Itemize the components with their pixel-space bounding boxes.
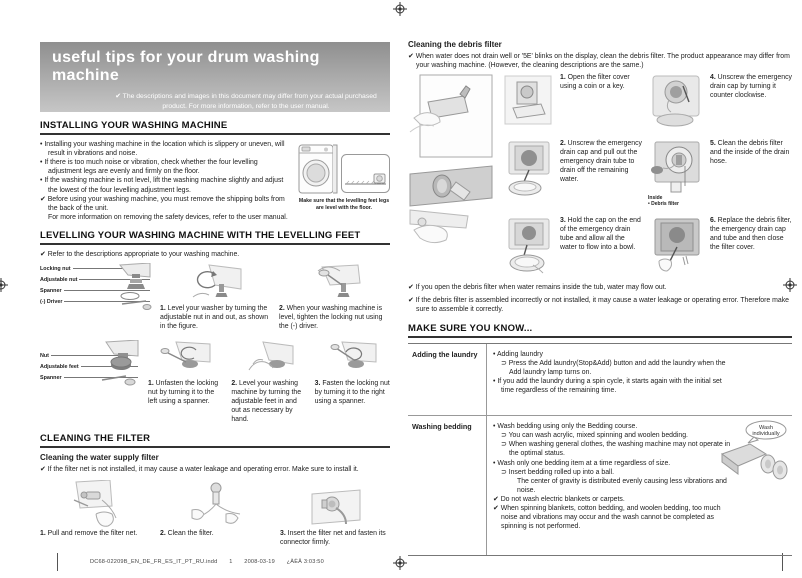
debris-step-3-text: 3. Hold the cap on the end of the emergency drain tube and allow all the water to flow into a bowl. xyxy=(560,217,641,252)
label-adjustable-nut: Adjustable nut xyxy=(40,276,78,283)
step-text: 2. Clean the filter. xyxy=(160,529,214,537)
step-illustration xyxy=(189,263,243,305)
section-levelling xyxy=(40,230,390,425)
print-footer xyxy=(90,559,334,565)
crop-mark-left xyxy=(57,553,58,571)
label-driver: (-) Driver xyxy=(40,298,63,305)
foot-parts-illustration xyxy=(100,340,140,392)
step-illustration xyxy=(306,480,364,530)
bubble-text-line1: Wash xyxy=(758,425,774,432)
content-line: ⊃ When washing general clothes, the washing machine may not operate in the optimal status. xyxy=(501,441,731,458)
label-locking-nut: Locking nut xyxy=(40,265,71,272)
row-label: Adding the laundry xyxy=(408,344,487,416)
footer-time: ¿ÀÈÄ 3:03:50 xyxy=(286,559,324,565)
debris-step-4-thumb xyxy=(648,74,704,130)
levelling-diagram-b xyxy=(40,340,140,425)
step-illustration xyxy=(160,340,212,380)
section-cleaning-filter xyxy=(40,433,390,548)
debris-step-6-text: 6. Replace the debris filter, the emergency drain cap and tube and then close the filter cover. xyxy=(710,217,792,252)
step-text: 1. Pull and remove the filter net. xyxy=(40,529,138,537)
right-column xyxy=(408,40,792,556)
registration-mark-top xyxy=(393,2,407,16)
install-figure xyxy=(298,140,390,222)
debris-note: ✔ When water does not drain well or '5E' blinks on the display, clean the debris filter. The product appearance may differ from your washing machine. (However, the cleaning descriptions are the same.) xyxy=(408,53,790,70)
label-spanner: Spanner xyxy=(40,374,62,381)
row-content xyxy=(487,416,792,555)
debris-step-2-text: 2. Unscrew the emergency drain cap and pull out the emergency drain tube to drain off the remaining water. xyxy=(560,140,642,184)
banner xyxy=(40,42,390,112)
filter-cover-open-illustration xyxy=(408,74,494,158)
step-text: 3. Insert the filter net and fasten its connector firmly. xyxy=(280,529,386,546)
content-line: • Adding laundry xyxy=(493,350,543,358)
step-text: 1. Unfasten the locking nut by turning it to the left using a spanner. xyxy=(148,380,219,405)
levelling-note: ✔ Refer to the descriptions appropriate to your washing machine. xyxy=(40,250,240,258)
section-heading-levelling: LEVELLING YOUR WASHING MACHINE WITH THE LEVELLING FEET xyxy=(40,230,390,245)
install-bullet-list xyxy=(40,140,292,222)
row-content xyxy=(487,344,792,416)
registration-mark-left xyxy=(0,278,8,292)
step-illustration xyxy=(503,140,553,200)
install-bullet: • If the washing machine is not level, lift the washing machine slightly and adjust the lowest of the four levelling adjustment legs. xyxy=(40,177,284,194)
water-supply-filter-subheading: Cleaning the water supply filter xyxy=(40,452,159,462)
footer-filename: DC68-02209B_EN_DE_FR_ES_IT_PT_RU.indd xyxy=(90,559,218,565)
content-line: ✔ When spinning blankets, cotton bedding, and woolen bedding, too much noise and vibrations may occur and the wash cannot be completed as spinning is not performed. xyxy=(493,505,721,531)
levelling-step-b3 xyxy=(315,340,390,425)
label-nut: Nut xyxy=(40,352,49,359)
debris-warning-2: ✔ If the debris filter is assembled incorrectly or not installed, it may cause a water leakage or operating error. Therefore make sure to assemble it correctly. xyxy=(408,297,789,314)
registration-mark-bottom xyxy=(393,556,407,570)
levelling-step-a1 xyxy=(160,263,271,332)
section-heading-make-sure: MAKE SURE YOU KNOW... xyxy=(408,323,792,338)
filter-note: ✔ If the filter net is not installed, it may cause a water leakage and operating error. Make sure to install it. xyxy=(40,465,359,473)
step-illustration xyxy=(503,217,553,275)
install-bullet: • If there is too much noise or vibration, check whether the four levelling adjustment legs are evenly and firmly on the floor. xyxy=(40,159,258,176)
debris-steps-grid xyxy=(408,74,792,275)
section-installing xyxy=(40,120,390,222)
washer-front-illustration xyxy=(298,144,338,196)
bedding-illustration xyxy=(716,420,790,491)
debris-step-2-thumb xyxy=(502,140,554,207)
levelling-step-b2 xyxy=(231,340,306,425)
debris-step-1-text: 1. Open the filter cover using a coin or a key. xyxy=(560,74,630,91)
content-line: ⊃ You can wash acrylic, mixed spinning and woolen bedding. xyxy=(501,432,688,440)
filter-step-3 xyxy=(280,480,390,548)
debris-main-illustration xyxy=(408,74,496,275)
levelling-row-b xyxy=(40,340,390,425)
step-illustration xyxy=(326,340,378,380)
page-title: useful tips for your drum washing machine xyxy=(52,49,320,84)
content-line: • Wash bedding using only the Bedding course. xyxy=(493,423,638,431)
inside-debris-filter-label: Inside • Debris filter xyxy=(648,195,679,208)
levelling-step-b1 xyxy=(148,340,223,425)
levelling-step-a2 xyxy=(279,263,390,332)
debris-step-6-thumb xyxy=(648,217,704,275)
content-line: The center of gravity is distributed evenly causing less vibrations and noise. xyxy=(517,477,727,494)
debris-step-5-thumb xyxy=(648,140,704,207)
section-make-sure xyxy=(408,323,792,557)
foot-parts-illustration xyxy=(118,263,152,313)
content-line: ✔ Do not wash electric blankets or carpets. xyxy=(493,495,625,503)
step-illustration xyxy=(243,340,295,380)
debris-filter-subheading: Cleaning the debris filter xyxy=(408,40,502,49)
table-row-adding-laundry xyxy=(408,344,792,416)
step-text: 3. Fasten the locking nut by turning it to the right using a spanner. xyxy=(314,380,390,405)
content-line: ⊃ Press the Add laundry(Stop&Add) button and add the laundry when the Add laundry lamp turns on. xyxy=(501,359,726,376)
drain-panel-illustration xyxy=(408,164,494,248)
debris-step-3-thumb xyxy=(502,217,554,275)
step-illustration xyxy=(186,480,244,530)
debris-step-1-thumb xyxy=(502,74,554,130)
install-figure-caption: Make sure that the levelling feet legs are level with the floor. xyxy=(298,198,390,211)
step-illustration xyxy=(308,263,362,305)
table-row-washing-bedding xyxy=(408,415,792,555)
debris-warning-1: ✔ If you open the debris filter when water remains inside the tub, water may flow out. xyxy=(408,284,667,292)
install-check-note: ✔ Before using your washing machine, you must remove the shipping bolts from the back of the unit. xyxy=(40,195,285,212)
section-heading-cleaning-filter: CLEANING THE FILTER xyxy=(40,433,390,448)
banner-note: ✔ The descriptions and images in this document may differ from your actual purchased product. For more information, refer to the user manual. xyxy=(115,93,377,110)
install-bullet: • Installing your washing machine in the location which is slippery or uneven, will result in vibrations and noise. xyxy=(40,141,285,158)
step-text: 1. Level your washer by turning the adjustable nut in and out, as shown in the figure. xyxy=(160,305,269,331)
debris-step-5-text: 5. Clean the debris filter and the inside of the drain hose. xyxy=(710,140,790,166)
filter-step-2 xyxy=(160,480,270,548)
section-heading-installing: INSTALLING YOUR WASHING MACHINE xyxy=(40,120,390,135)
step-illustration xyxy=(649,217,703,273)
left-column xyxy=(40,42,390,548)
step-illustration xyxy=(649,140,703,194)
levelling-diagram-a xyxy=(40,263,152,332)
install-note-continued: For more information on removing the safety devices, refer to the user manual. xyxy=(48,213,288,221)
step-text: 2. When your washing machine is level, tighten the locking nut using the (-) driver. xyxy=(279,305,383,331)
bubble-text-line2: individually xyxy=(752,431,780,438)
content-line: ⊃ Insert bedding rolled up into a ball. xyxy=(501,468,615,476)
filter-step-1 xyxy=(40,480,150,548)
debris-step-4-text: 4. Unscrew the emergency drain cap by turning it counter clockwise. xyxy=(710,74,792,100)
make-sure-table xyxy=(408,343,792,557)
content-line: • Wash only one bedding item at a time regardless of size. xyxy=(493,459,671,467)
step-illustration xyxy=(649,74,703,130)
row-label: Washing bedding xyxy=(408,416,487,555)
leveling-feet-illustration xyxy=(341,154,390,196)
footer-page-number: 1 xyxy=(229,559,233,565)
step-illustration xyxy=(66,480,124,530)
content-line: • If you add the laundry during a spin cycle, it starts again with the initial set time regardless of the remaining time. xyxy=(493,377,722,394)
filter-steps xyxy=(40,480,390,548)
step-text: 2. Level your washing machine by turning the adjustable feet in and out as necessary by hand. xyxy=(231,380,302,423)
step-illustration xyxy=(503,74,553,126)
levelling-row-a xyxy=(40,263,390,332)
label-adjustable-feet: Adjustable feet xyxy=(40,363,79,370)
footer-date: 2008-03-19 xyxy=(244,559,275,565)
label-spanner: Spanner xyxy=(40,287,62,294)
